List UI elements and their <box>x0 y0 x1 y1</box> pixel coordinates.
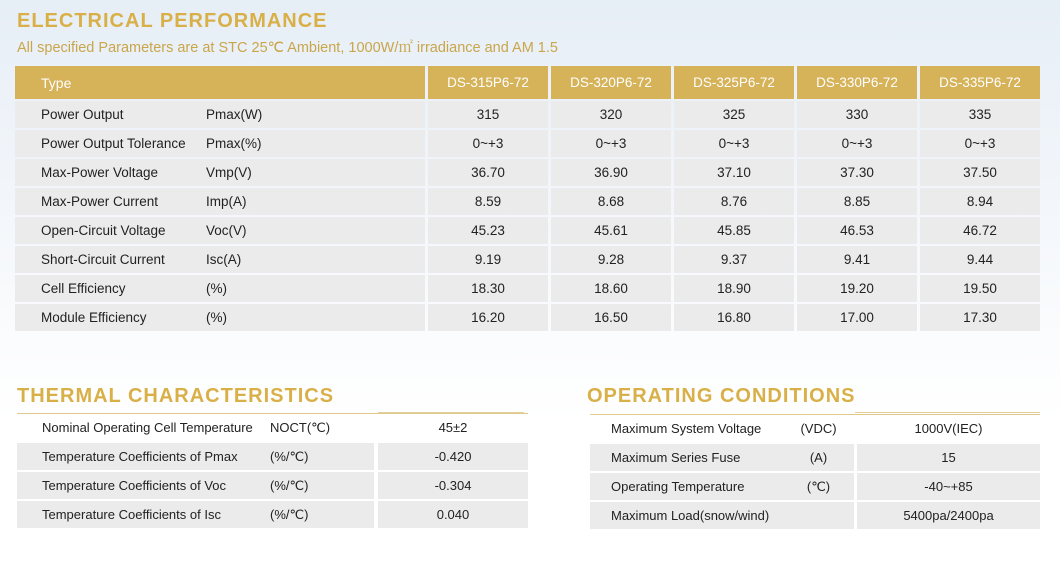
value-cell: 330 <box>797 101 917 128</box>
value-cell: 320 <box>551 101 671 128</box>
thermal-characteristics-title: THERMAL CHARACTERISTICS <box>17 385 335 407</box>
value-cell: 18.90 <box>674 275 794 302</box>
model-header: DS-330P6-72 <box>797 66 917 99</box>
parameter-label: Operating Temperature <box>611 479 745 494</box>
value-cell: 45.85 <box>674 217 794 244</box>
table-row <box>15 275 1040 302</box>
parameter-cell <box>17 414 374 441</box>
parameter-cell <box>15 246 425 273</box>
parameter-cell <box>17 501 374 528</box>
parameter-unit: (%/℃) <box>270 448 309 464</box>
parameter-symbol: Isc(A) <box>206 252 242 267</box>
thermal-characteristics-table <box>17 413 528 530</box>
parameter-cell <box>17 472 374 499</box>
value-cell: 0~+3 <box>674 130 794 157</box>
value-cell: 46.53 <box>797 217 917 244</box>
electrical-performance-title: ELECTRICAL PERFORMANCE <box>17 10 328 32</box>
value-cell: 19.20 <box>797 275 917 302</box>
parameter-cell <box>590 502 854 529</box>
parameter-unit: (VDC) <box>800 421 837 436</box>
value-cell: 45±2 <box>378 414 528 441</box>
operating-conditions-table <box>590 414 1040 531</box>
table-row <box>590 414 1040 442</box>
value-cell: 37.50 <box>920 159 1040 186</box>
parameter-symbol: Pmax(W) <box>206 107 263 122</box>
value-cell: 9.19 <box>428 246 548 273</box>
table-row <box>17 501 528 528</box>
model-header: DS-315P6-72 <box>428 66 548 99</box>
value-cell: 8.59 <box>428 188 548 215</box>
table-row <box>590 473 1040 500</box>
value-cell: 8.68 <box>551 188 671 215</box>
parameter-unit: (%/℃) <box>270 506 309 522</box>
parameter-symbol: (%) <box>206 281 227 296</box>
table-row <box>15 304 1040 331</box>
value-cell: 1000V(IEC) <box>857 415 1040 442</box>
parameter-cell <box>15 275 425 302</box>
value-cell: 37.30 <box>797 159 917 186</box>
parameter-cell <box>590 473 854 500</box>
parameter-cell <box>15 217 425 244</box>
table-header-row <box>15 66 1040 99</box>
value-cell: 15 <box>857 444 1040 471</box>
parameter-cell <box>590 415 854 442</box>
parameter-label: Cell Efficiency <box>41 281 126 296</box>
value-cell: 9.44 <box>920 246 1040 273</box>
operating-divider <box>855 412 1040 413</box>
parameter-label: Maximum Series Fuse <box>611 450 741 465</box>
table-row <box>15 188 1040 215</box>
parameter-label: Open-Circuit Voltage <box>41 223 166 238</box>
table-row <box>17 472 528 499</box>
parameter-cell <box>15 101 425 128</box>
value-cell: 37.10 <box>674 159 794 186</box>
table-row <box>590 502 1040 529</box>
table-row <box>590 444 1040 471</box>
parameter-label: Temperature Coefficients of Voc <box>42 478 227 493</box>
value-cell: 8.76 <box>674 188 794 215</box>
value-cell: 45.23 <box>428 217 548 244</box>
table-row <box>15 130 1040 157</box>
parameter-symbol: (%) <box>206 310 227 325</box>
parameter-label: Temperature Coefficients of Isc <box>42 507 221 522</box>
parameter-symbol: Vmp(V) <box>206 165 252 180</box>
electrical-performance-table <box>15 66 1040 333</box>
value-cell: 9.37 <box>674 246 794 273</box>
value-cell: 8.94 <box>920 188 1040 215</box>
value-cell: 17.30 <box>920 304 1040 331</box>
table-row <box>17 413 528 441</box>
parameter-unit: (%/℃) <box>270 477 309 493</box>
value-cell: -40~+85 <box>857 473 1040 500</box>
parameter-label: Short-Circuit Current <box>41 252 165 267</box>
parameter-unit: NOCT(℃) <box>270 419 331 435</box>
table-row <box>15 217 1040 244</box>
value-cell: 45.61 <box>551 217 671 244</box>
value-cell: 18.30 <box>428 275 548 302</box>
value-cell: 36.70 <box>428 159 548 186</box>
value-cell: 335 <box>920 101 1040 128</box>
value-cell: 315 <box>428 101 548 128</box>
parameter-cell <box>17 443 374 470</box>
value-cell: 8.85 <box>797 188 917 215</box>
parameter-label: Power Output Tolerance <box>41 136 186 151</box>
type-header: Type <box>15 66 425 99</box>
value-cell: 5400pa/2400pa <box>857 502 1040 529</box>
value-cell: 0~+3 <box>428 130 548 157</box>
parameter-label: Max-Power Voltage <box>41 165 159 180</box>
parameter-cell <box>15 304 425 331</box>
value-cell: 0~+3 <box>920 130 1040 157</box>
value-cell: 9.41 <box>797 246 917 273</box>
value-cell: 18.60 <box>551 275 671 302</box>
model-header: DS-320P6-72 <box>551 66 671 99</box>
table-row <box>15 101 1040 128</box>
table-row <box>17 443 528 470</box>
value-cell: 0.040 <box>378 501 528 528</box>
parameter-label: Maximum Load(snow/wind) <box>611 508 770 523</box>
parameter-label: Module Efficiency <box>41 310 147 325</box>
electrical-subtitle: All specified Parameters are at STC 25℃ Ambient, 1000W/㎡ irradiance and AM 1.5 <box>17 40 558 56</box>
value-cell: 36.90 <box>551 159 671 186</box>
operating-conditions-title: OPERATING CONDITIONS <box>587 385 856 407</box>
parameter-cell <box>15 159 425 186</box>
parameter-cell <box>590 444 854 471</box>
value-cell: 46.72 <box>920 217 1040 244</box>
value-cell: 9.28 <box>551 246 671 273</box>
table-row <box>15 246 1040 273</box>
model-header: DS-325P6-72 <box>674 66 794 99</box>
parameter-symbol: Voc(V) <box>206 223 247 238</box>
table-row <box>15 159 1040 186</box>
parameter-label: Power Output <box>41 107 124 122</box>
value-cell: 19.50 <box>920 275 1040 302</box>
parameter-label: Temperature Coefficients of Pmax <box>42 449 238 464</box>
value-cell: 325 <box>674 101 794 128</box>
value-cell: 16.80 <box>674 304 794 331</box>
parameter-label: Maximum System Voltage <box>611 421 762 436</box>
parameter-label: Max-Power Current <box>41 194 159 209</box>
parameter-cell <box>15 130 425 157</box>
value-cell: -0.420 <box>378 443 528 470</box>
model-header: DS-335P6-72 <box>920 66 1040 99</box>
value-cell: -0.304 <box>378 472 528 499</box>
value-cell: 16.20 <box>428 304 548 331</box>
value-cell: 0~+3 <box>551 130 671 157</box>
value-cell: 17.00 <box>797 304 917 331</box>
parameter-unit: (A) <box>809 450 828 465</box>
parameter-symbol: Imp(A) <box>206 194 247 209</box>
parameter-label: Nominal Operating Cell Temperature <box>42 420 253 435</box>
parameter-unit: (℃) <box>806 478 831 494</box>
value-cell: 0~+3 <box>797 130 917 157</box>
parameter-symbol: Pmax(%) <box>206 136 262 151</box>
parameter-cell <box>15 188 425 215</box>
value-cell: 16.50 <box>551 304 671 331</box>
